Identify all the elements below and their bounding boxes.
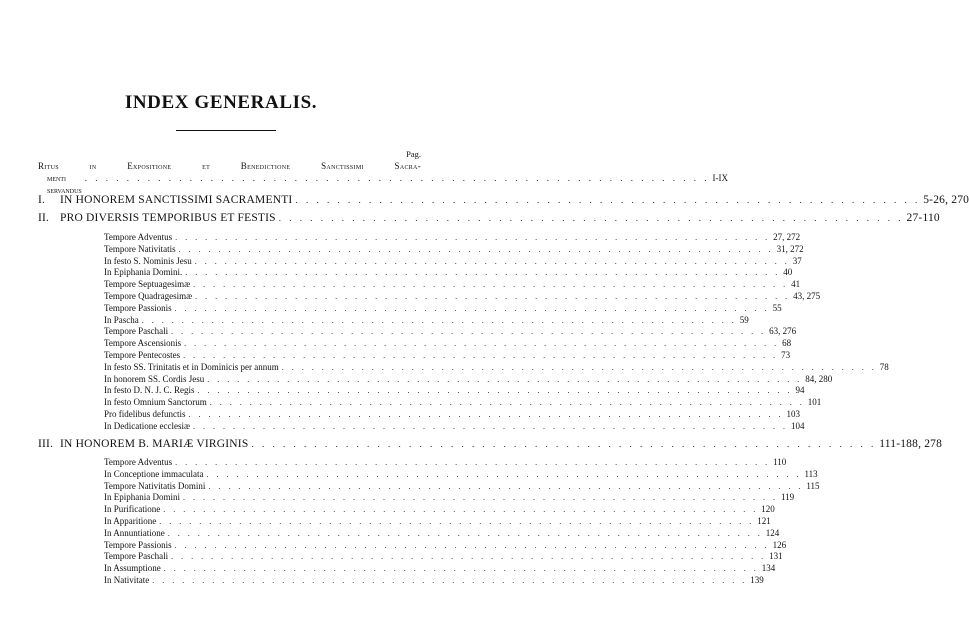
section-page: 111-188, 278 xyxy=(879,438,943,450)
index-entry xyxy=(104,539,787,552)
index-entry xyxy=(104,279,801,291)
section-number: I. xyxy=(38,194,46,206)
index-entry xyxy=(104,385,805,397)
entry-label: In Assumptione xyxy=(104,563,161,574)
entry-label: In honorem SS. Cordis Jesu xyxy=(104,373,205,384)
section-title: IN HONOREM SANCTISSIMI SACRAMENTI xyxy=(60,194,293,206)
index-entry xyxy=(104,349,791,362)
ritus-continuation: menti servandus xyxy=(47,173,82,195)
dot-leader: . . . . . . . . . . . . . . . . . . . . . . . . . . . . . . . . . . . . . . . . . . . . . . . . . . . . . . . . . . . . xyxy=(278,213,904,223)
entry-page: 68 xyxy=(782,338,792,349)
index-entry xyxy=(104,515,771,528)
entry-label: Tempore Nativitatis Domini xyxy=(104,480,206,491)
index-entry xyxy=(104,302,782,315)
index-entry xyxy=(104,255,802,268)
index-entry xyxy=(104,480,820,493)
entry-page: 104 xyxy=(790,420,805,431)
entry-page: 37 xyxy=(792,255,802,266)
index-entry xyxy=(104,457,787,469)
entry-label: Tempore Paschali xyxy=(104,326,169,337)
entry-label: Tempore Adventus xyxy=(104,457,173,467)
section-entries xyxy=(104,232,889,433)
entry-page: 124 xyxy=(765,527,780,538)
index-entry xyxy=(104,574,764,587)
entry-page: 63, 276 xyxy=(769,326,797,337)
ritus-word: Benedictione xyxy=(240,161,291,171)
entry-label: In festo Omnium Sanctorum xyxy=(104,397,207,408)
dot-leader: . . . . . . . . . . . . . . . . . . . . . . . . . . . . . . . . . . . . . . . . . . . . . . . . . . . . . . . . . . . . xyxy=(163,564,759,574)
dot-leader: . . . . . . . . . . . . . . . . . . . . . . . . . . . . . . . . . . . . . . . . . . . . . . . . . . . . . . . . . . . . xyxy=(174,303,770,313)
entry-page: 94 xyxy=(795,385,805,396)
section-title: PRO DIVERSIS TEMPORIBUS ET FESTIS xyxy=(60,212,276,224)
index-entry xyxy=(104,468,818,481)
entry-label: In festo S. Nominis Jesu xyxy=(104,255,192,266)
dot-leader: . . . . . . . . . . . . . . . . . . . . . . . . . . . . . . . . . . . . . . . . . . . . . . . . . . . . . . . . . . . . xyxy=(188,409,784,419)
index-entry xyxy=(104,504,775,516)
entry-label: In Dedicatione ecclesiæ xyxy=(104,420,190,431)
entry-page: 126 xyxy=(772,539,787,550)
entry-page: 73 xyxy=(781,349,791,360)
dot-leader: . . . . . . . . . . . . . . . . . . . . . . . . . . . . . . . . . . . . . . . . . . . . . . . . . . . . . . . . . . . . xyxy=(206,469,802,479)
entry-label: In Epiphania Domini xyxy=(104,492,180,503)
entry-page: 131 xyxy=(769,551,783,562)
dot-leader: . . . . . . . . . . . . . . . . . . . . . . . . . . . . . . . . . . . . . . . . . . . . . . . . . . . . . . . . . . . . xyxy=(152,575,748,585)
index-entry xyxy=(104,420,805,433)
entry-label: Tempore Ascensionis xyxy=(104,338,182,349)
index-entry xyxy=(104,551,783,563)
index-entry xyxy=(104,290,821,303)
entry-page: 121 xyxy=(757,515,771,526)
dot-leader: . . . . . . . . . . . . . . . . . . . . . . . . . . . . . . . . . . . . . . . . . . . . . . . . . . . . . . . . . . . . xyxy=(295,195,921,205)
entry-page: 115 xyxy=(806,480,820,491)
entry-page: 134 xyxy=(761,563,776,574)
entry-page: 101 xyxy=(807,397,822,408)
page-column-label: Pag. xyxy=(406,149,421,159)
index-entry xyxy=(104,326,797,338)
dot-leader: . . . . . . . . . . . . . . . . . . . . . . . . . . . . . . . . . . . . . . . . . . . . . . . . . . . . . . . . . . . . xyxy=(185,268,781,278)
entry-page: 78 xyxy=(879,361,889,372)
entry-label: Tempore Adventus xyxy=(104,232,173,242)
index-entry xyxy=(104,314,749,327)
section-heading xyxy=(38,438,943,450)
ritus-word: et xyxy=(202,161,211,171)
entry-label: In festo SS. Trinitatis et in Dominicis per annum xyxy=(104,361,279,372)
dot-leader: . . . . . . . . . . . . . . . . . . . . . . . . . . . . . . . . . . . . . . . . . . . . . . . . . . . . . . . . . . . . xyxy=(175,233,771,242)
entry-page: 43, 275 xyxy=(793,290,821,301)
dot-leader: . . . . . . . . . . . . . . . . . . . . . . . . . . . . . . . . . . . . . . . . . . . . . . . . . . . . . . . . . . . . xyxy=(171,552,767,562)
entry-page: 55 xyxy=(772,302,782,313)
entry-label: In Apparitione xyxy=(104,515,157,526)
index-entry xyxy=(104,408,800,421)
index-entry xyxy=(104,267,793,279)
entry-page: 139 xyxy=(750,574,764,585)
entry-page: 119 xyxy=(781,492,795,503)
ritus-word: Sacra- xyxy=(394,161,421,171)
entry-label: Tempore Passionis xyxy=(104,539,172,550)
dot-leader: . . . . . . . . . . . . . . . . . . . . . . . . . . . . . . . . . . . . . . . . . . . . . . . . . . . . . . . . . . . . xyxy=(163,505,759,515)
index-entry xyxy=(104,373,833,386)
index-entry xyxy=(104,232,801,244)
dot-leader: . . . . . . . . . . . . . . . . . . . . . . . . . . . . . . . . . . . . . . . . . . . . . . . . . . . . . . . . . . . . xyxy=(251,439,877,449)
dot-leader: . . . . . . . . . . . . . . . . . . . . . . . . . . . . . . . . . . . . . . . . . . . . . . . . . . . . . . . . . . . . xyxy=(178,244,774,254)
entry-label: Tempore Passionis xyxy=(104,302,172,313)
entry-label: Tempore Quadragesimæ xyxy=(104,290,193,301)
entry-label: In Pascha xyxy=(104,314,139,325)
entry-label: In Annuntiatione xyxy=(104,527,165,538)
section-title: IN HONOREM B. MARIÆ VIRGINIS xyxy=(60,438,249,450)
entry-page: 31, 272 xyxy=(776,243,804,254)
ritus-line-2 xyxy=(38,172,728,196)
dot-leader: . . . . . . . . . . . . . . . . . . . . . . . . . . . . . . . . . . . . . . . . . . . . . . . . . . . . . . . . . . . . xyxy=(167,528,763,538)
dot-leader: . . . . . . . . . . . . . . . . . . . . . . . . . . . . . . . . . . . . . . . . . . . . . . . . . . . . . . . . . . . . xyxy=(209,398,805,408)
entry-page: 41 xyxy=(791,279,801,290)
index-entry xyxy=(104,243,804,256)
entry-page: 84, 280 xyxy=(805,373,833,384)
entry-page: 103 xyxy=(786,408,800,419)
entry-label: Tempore Pentecostes xyxy=(104,349,181,360)
dot-leader: . . . . . . . . . . . . . . . . . . . . . . . . . . . . . . . . . . . . . . . . . . . . . . . . . . . . . . . . . . . . xyxy=(197,386,793,396)
dot-leader: . . . . . . . . . . . . . . . . . . . . . . . . . . . . . . . . . . . . . . . . . . . . . . . . . . . . . . . . . . . . xyxy=(183,493,778,503)
dot-leader: . . . . . . . . . . . . . . . . . . . . . . . . . . . . . . . . . . . . . . . . . . . . . . . . . . . . . . . . . . . . xyxy=(208,481,804,491)
dot-leader: . . . . . . . . . . . . . . . . . . . . . . . . . . . . . . . . . . . . . . . . . . . . . . . . . . . . . . . . . . . . xyxy=(141,315,737,325)
section-heading xyxy=(38,194,969,206)
dot-leader: . . . . . . . . . . . . . . . . . . . . . . . . . . . . . . . . . . . . . . . . . . . . . . . . . . . . . . . . . . . . xyxy=(174,540,770,550)
index-entry xyxy=(104,397,822,409)
dot-leader: . . . . . . . . . . . . . . . . . . . . . . . . . . . . . . . . . . . . . . . . . . . . . . . . . . . . . . . . . . . . xyxy=(192,421,788,431)
ritus-page: I-IX xyxy=(712,173,728,183)
index-entry xyxy=(104,338,792,350)
entry-page: 110 xyxy=(773,457,787,467)
entry-label: Pro fidelibus defunctis xyxy=(104,408,186,419)
entry-label: In Purificatione xyxy=(104,504,161,515)
section-entries xyxy=(104,457,820,587)
entry-page: 27, 272 xyxy=(773,232,801,242)
page-title: INDEX GENERALIS. xyxy=(124,92,318,113)
dot-leader: . . . . . . . . . . . . . . . . . . . . . . . . . . . . . . . . . . . . . . . . . . . . . . . . . . . . . . . . . . . . xyxy=(184,339,780,349)
index-entry xyxy=(104,361,889,374)
entry-label: In Conceptione immaculata xyxy=(104,468,204,479)
ritus-word: in xyxy=(89,161,97,171)
entry-label: In Epiphania Domini. xyxy=(104,267,183,278)
index-entry xyxy=(104,527,780,540)
entry-label: Tempore Septuagesimæ xyxy=(104,279,191,290)
dot-leader: . . . . . . . . . . . . . . . . . . . . . . . . . . . . . . . . . . . . . . . . . . . . . . . . . . . . . . . . . . . . xyxy=(171,327,767,337)
entry-label: Tempore Paschali xyxy=(104,551,169,562)
title-rule xyxy=(176,130,276,131)
dot-leader: . . . . . . . . . . . . . . . . . . . . . . . . . . . . . . . . . . . . . . . . . . . . . . . . . . . . . . . . . . . . xyxy=(195,291,791,301)
section-heading xyxy=(38,212,940,224)
dot-leader: . . . . . . . . . . . . . . . . . . . . . . . . . . . . . . . . . . . . . . . . . . . . . . . . . . . . . . . . . . . . xyxy=(281,362,877,372)
section-number: III. xyxy=(38,438,54,450)
dot-leader: . . . . . . . . . . . . . . . . . . . . . . . . . . . . . . . . . . . . . . . . . . . . . . . . . . . . . . . . . . . . xyxy=(183,350,779,360)
dot-leader: . . . . . . . . . . . . . . . . . . . . . . . . . . . . . . . . . . . . . . . . . . . . . . . . . . . . . . . . . . . . xyxy=(175,458,771,467)
entry-label: Tempore Nativitatis xyxy=(104,243,176,254)
section-page: 5-26, 270 xyxy=(923,194,969,206)
ritus-word: Sanctissimi xyxy=(321,161,364,171)
dot-leader: . . . . . . . . . . . . . . . . . . . . . . . . . . . . . . . . . . . . . . . . . . . . . . . . . . . . . . . . . . . . xyxy=(193,280,789,290)
ritus-entry xyxy=(38,160,728,196)
entry-page: 120 xyxy=(761,504,775,515)
ritus-line-1 xyxy=(38,160,421,172)
entry-label: In Nativitate xyxy=(104,574,150,585)
section-number: II. xyxy=(38,212,50,224)
section-page: 27-110 xyxy=(906,212,940,224)
dot-leader: . . . . . . . . . . . . . . . . . . . . . . . . . . . . . . . . . . . . . . . . . . . . . . . . . . . . . . . . . . . . xyxy=(207,374,803,384)
ritus-word: Expositione xyxy=(127,161,172,171)
entry-page: 40 xyxy=(783,267,793,278)
index-entry xyxy=(104,563,776,575)
ritus-word: Ritus xyxy=(38,161,59,171)
entry-label: In festo D. N. J. C. Regis xyxy=(104,385,195,396)
dot-leader: . . . . . . . . . . . . . . . . . . . . . . . . . . . . . . . . . . . . . . . . . . . . . . . . . . . . . . . . . . . . xyxy=(159,516,755,526)
index-entry xyxy=(104,492,795,504)
entry-page: 113 xyxy=(804,468,818,479)
dot-leader: . . . . . . . . . . . . . . . . . . . . . . . . . . . . . . . . . . . . . . . . . . . . . . . . . . . . . . . . . . . . xyxy=(194,256,790,266)
entry-page: 59 xyxy=(739,314,749,325)
dot-leader: . . . . . . . . . . . . . . . . . . . . . . . . . . . . . . . . . . . . . . . . . . . . . . . . . . . . . . . . . . . . xyxy=(84,173,710,183)
